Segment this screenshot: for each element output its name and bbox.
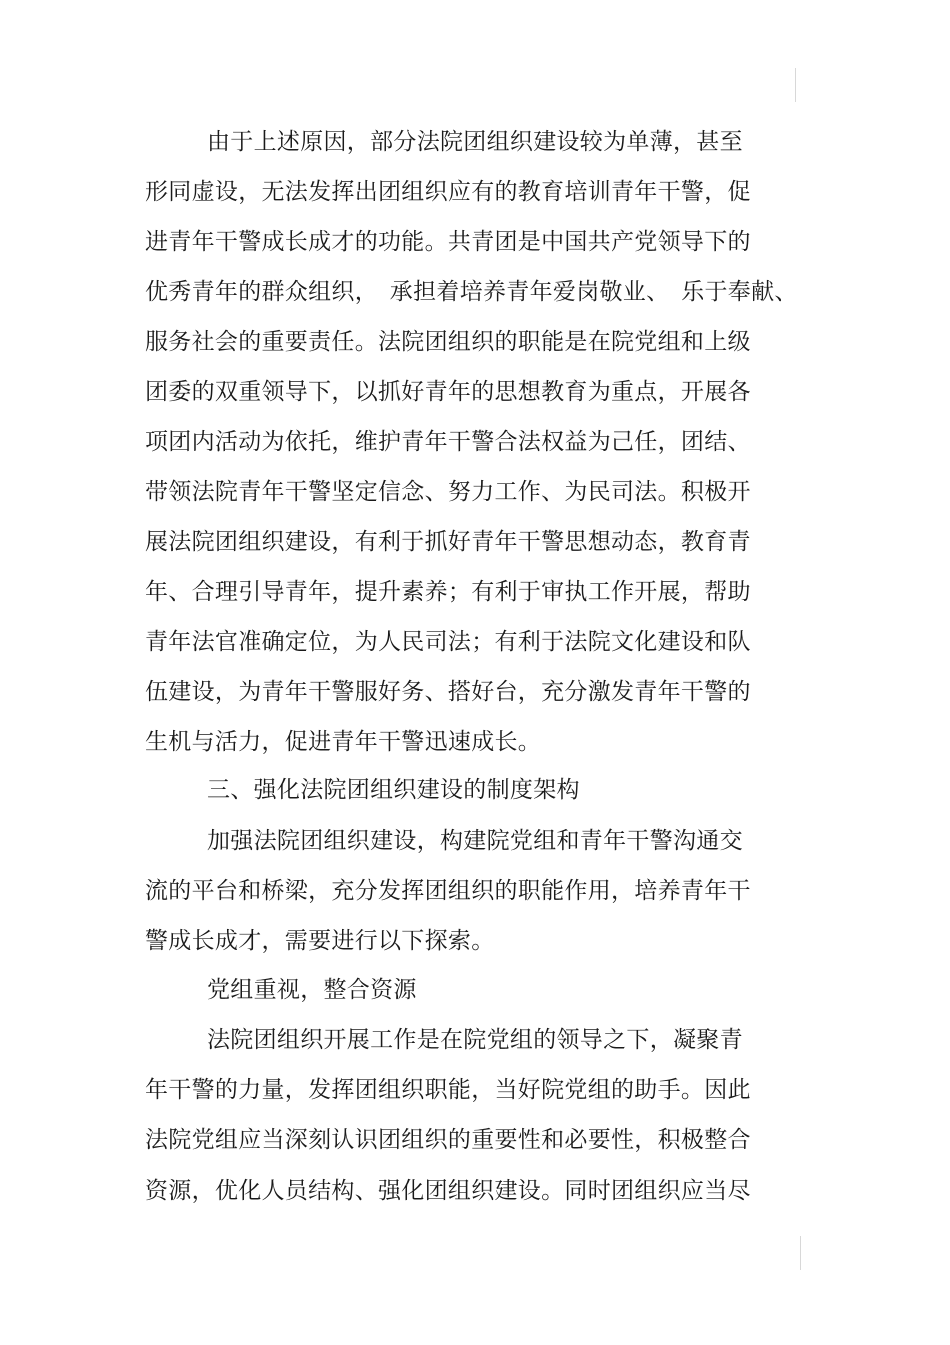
paragraph-line: 流的平台和桥梁，充分发挥团组织的职能作用，培养青年干 xyxy=(145,878,751,904)
paragraph-line: 年、合理引导青年，提升素养；有利于审执工作开展，帮助 xyxy=(145,579,751,605)
page-margin-mark-top xyxy=(795,68,796,102)
paragraph-line: 生机与活力，促进青年干警迅速成长。 xyxy=(145,729,542,755)
paragraph-line: 形同虚设，无法发挥出团组织应有的教育培训青年干警，促 xyxy=(145,179,751,205)
paragraph-line: 服务社会的重要责任。法院团组织的职能是在院党组和上级 xyxy=(145,329,751,355)
paragraph-line: 青年法官准确定位，为人民司法；有利于法院文化建设和队 xyxy=(145,629,751,655)
section-heading: 三、强化法院团组织建设的制度架构 xyxy=(207,777,580,803)
paragraph-line: 由于上述原因，部分法院团组织建设较为单薄，甚至 xyxy=(207,129,743,155)
paragraph-line: 伍建设，为青年干警服好务、搭好台，充分激发青年干警的 xyxy=(145,679,751,705)
subsection-heading: 党组重视，整合资源 xyxy=(207,977,417,1003)
paragraph-line: 加强法院团组织建设，构建院党组和青年干警沟通交 xyxy=(207,828,743,854)
paragraph-line: 展法院团组织建设，有利于抓好青年干警思想动态，教育青 xyxy=(145,529,751,555)
paragraph-line: 年干警的力量，发挥团组织职能，当好院党组的助手。因此 xyxy=(145,1077,751,1103)
paragraph-line: 带领法院青年干警坚定信念、努力工作、为民司法。积极开 xyxy=(145,479,751,505)
paragraph-line: 项团内活动为依托，维护青年干警合法权益为己任，团结、 xyxy=(145,429,751,455)
paragraph-line: 警成长成才，需要进行以下探索。 xyxy=(145,928,495,954)
page-margin-mark-bottom xyxy=(800,1236,801,1270)
paragraph-line: 进青年干警成长成才的功能。共青团是中国共产党领导下的 xyxy=(145,229,751,255)
paragraph-line: 法院团组织开展工作是在院党组的领导之下，凝聚青 xyxy=(207,1027,743,1053)
paragraph-line: 法院党组应当深刻认识团组织的重要性和必要性，积极整合 xyxy=(145,1127,751,1153)
paragraph-line: 资源，优化人员结构、强化团组织建设。同时团组织应当尽 xyxy=(145,1178,751,1204)
paragraph-line: 团委的双重领导下，以抓好青年的思想教育为重点，开展各 xyxy=(145,379,751,405)
paragraph-line: 优秀青年的群众组织， 承担着培养青年爱岗敬业、 乐于奉献、 xyxy=(145,279,798,305)
